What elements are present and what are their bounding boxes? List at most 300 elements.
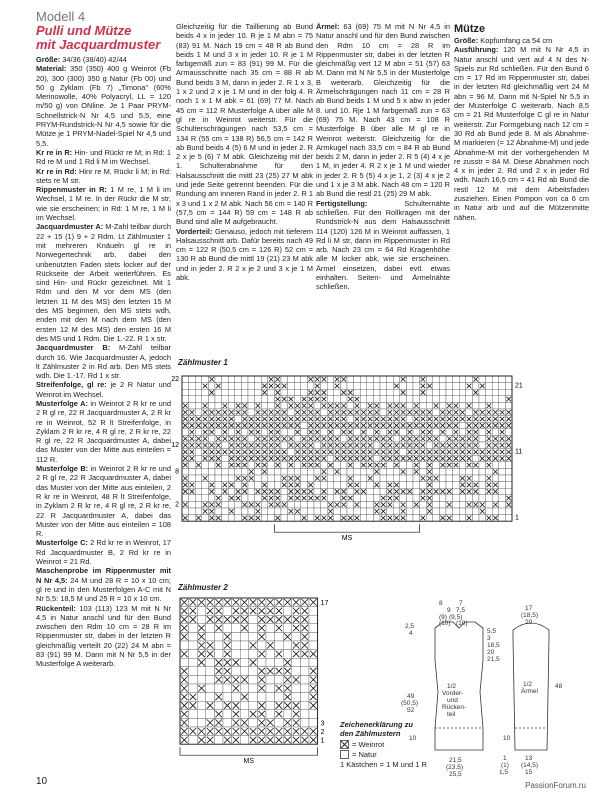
chart-cell	[294, 482, 301, 489]
chart-cell	[249, 718, 258, 727]
chart-cell	[327, 495, 334, 502]
chart-cell	[261, 435, 268, 442]
chart-cell	[479, 435, 486, 442]
col1-paragraph	[36, 222, 171, 343]
chart-cell	[433, 383, 440, 390]
chart-cell	[215, 422, 222, 429]
chart-cell	[499, 422, 506, 429]
chart-cell	[347, 515, 354, 522]
chart-cell	[439, 488, 446, 495]
chart-cell	[505, 429, 512, 436]
chart-cell	[182, 482, 189, 489]
chart-cell	[180, 675, 189, 684]
chart-cell	[459, 396, 466, 403]
chart-cell	[300, 641, 309, 650]
chart-cell	[195, 495, 202, 502]
chart-cell	[300, 693, 309, 702]
chart-cell	[327, 442, 334, 449]
chart-cell	[228, 402, 235, 409]
chart-cell	[486, 402, 493, 409]
col1-paragraph-label: Streifenfolge, gl re:	[36, 380, 107, 390]
chart-cell	[347, 508, 354, 515]
chart-cell	[439, 422, 446, 429]
chart-cell	[393, 416, 400, 423]
chart-cell	[268, 416, 275, 423]
chart-cell	[240, 624, 249, 633]
chart-cell	[314, 449, 321, 456]
chart-cell	[300, 624, 309, 633]
chart-cell	[202, 449, 209, 456]
chart-cell	[261, 442, 268, 449]
chart-cell	[499, 435, 506, 442]
chart-cell	[334, 383, 341, 390]
chart-cell	[466, 389, 473, 396]
chart-cell	[294, 422, 301, 429]
chart-cell	[292, 650, 301, 659]
chart-cell	[426, 501, 433, 508]
chart-cell	[340, 501, 347, 508]
chart-cell	[309, 658, 318, 667]
chart-cell	[492, 495, 499, 502]
chart-cell	[283, 658, 292, 667]
col1-paragraph-label: Musterfolge A:	[36, 398, 88, 408]
chart-cell	[232, 675, 241, 684]
chart-cell	[208, 508, 215, 515]
chart-cell	[347, 429, 354, 436]
chart-cell	[340, 416, 347, 423]
chart-cell	[413, 396, 420, 403]
chart-cell	[406, 409, 413, 416]
chart-cell	[466, 515, 473, 522]
chart-cell	[223, 658, 232, 667]
chart-cell	[340, 396, 347, 403]
chart-cell	[197, 736, 206, 745]
chart-cell	[420, 442, 427, 449]
chart-cell	[354, 468, 361, 475]
chart-cell	[334, 396, 341, 403]
chart-cell	[214, 736, 223, 745]
chart-cell	[433, 396, 440, 403]
chart-cell	[459, 435, 466, 442]
chart-cell	[281, 455, 288, 462]
chart-cell	[283, 727, 292, 736]
chart-cell	[281, 495, 288, 502]
chart-cell	[479, 409, 486, 416]
chart-cell	[446, 435, 453, 442]
chart-cell	[367, 422, 374, 429]
chart-cell	[486, 383, 493, 390]
chart-cell	[281, 389, 288, 396]
chart-cell	[360, 409, 367, 416]
chart-cell	[472, 442, 479, 449]
chart-cell	[373, 376, 380, 383]
chart-cell	[466, 383, 473, 390]
chart-cell	[274, 449, 281, 456]
chart-cell	[360, 455, 367, 462]
chart-cell	[360, 402, 367, 409]
chart-cell	[393, 442, 400, 449]
chart-cell	[406, 475, 413, 482]
chart-cell	[492, 482, 499, 489]
chart-cell	[340, 402, 347, 409]
chart-cell	[248, 389, 255, 396]
m-21-5: 21,5	[487, 656, 500, 663]
chart-cell	[248, 409, 255, 416]
chart-cell	[387, 462, 394, 469]
chart-cell	[266, 632, 275, 641]
chart-cell	[492, 429, 499, 436]
chart-cell	[327, 462, 334, 469]
chart-cell	[492, 416, 499, 423]
chart-cell	[499, 402, 506, 409]
chart-cell	[202, 402, 209, 409]
chart-cell	[466, 429, 473, 436]
cross-symbol-icon	[340, 740, 349, 749]
chart-cell	[360, 515, 367, 522]
chart-cell	[334, 482, 341, 489]
chart-cell	[479, 449, 486, 456]
chart-cell	[327, 383, 334, 390]
chart-cell	[420, 455, 427, 462]
chart-cell	[354, 488, 361, 495]
chart-cell	[275, 710, 284, 719]
chart-cell	[439, 475, 446, 482]
s-17: 17	[525, 605, 533, 612]
chart-cell	[208, 462, 215, 469]
chart-cell	[206, 727, 215, 736]
chart-cell	[292, 675, 301, 684]
chart-cell	[354, 515, 361, 522]
chart-cell	[288, 449, 295, 456]
chart-cell	[255, 389, 262, 396]
chart-cell	[301, 442, 308, 449]
chart-cell	[439, 435, 446, 442]
chart-cell	[406, 383, 413, 390]
chart-cell	[486, 376, 493, 383]
chart-cell	[206, 632, 215, 641]
chart-cell	[215, 402, 222, 409]
chart-cell	[314, 402, 321, 409]
chart-cell	[505, 482, 512, 489]
m-20: 20	[487, 649, 495, 656]
chart-cell	[314, 383, 321, 390]
chart-cell	[195, 416, 202, 423]
chart-cell	[492, 501, 499, 508]
chart-cell	[274, 508, 281, 515]
chart-cell	[255, 482, 262, 489]
chart-cell	[360, 376, 367, 383]
row-label-right: 2	[320, 729, 325, 737]
col1-paragraph-text: 1 M re, 1 M li im Wechsel, 1 M re. In der Rückr die M str, wie sie erscheinen; in Rd: 1 M re, 1 M li im Wechsel.	[36, 185, 171, 223]
chart-cell	[288, 468, 295, 475]
chart-cell	[393, 501, 400, 508]
chart-counting-pattern-2	[170, 594, 335, 784]
chart-cell	[472, 409, 479, 416]
chart-cell	[208, 383, 215, 390]
body-label-5: teil	[447, 711, 456, 718]
col1-paragraph	[36, 604, 171, 669]
chart-cell	[268, 429, 275, 436]
chart-cell	[393, 475, 400, 482]
chart-cell	[228, 416, 235, 423]
chart-cell	[413, 515, 420, 522]
chart-cell	[292, 718, 301, 727]
chart-cell	[387, 383, 394, 390]
chart-cell	[479, 389, 486, 396]
chart-cell	[228, 462, 235, 469]
chart-cell	[380, 435, 387, 442]
chart-cell	[248, 422, 255, 429]
chart-cell	[274, 376, 281, 383]
chart-cell	[426, 482, 433, 489]
chart-cell	[420, 501, 427, 508]
chart-cell	[180, 710, 189, 719]
chart-cell	[420, 508, 427, 515]
chart-cell	[223, 727, 232, 736]
col1-paragraph-text: 2 Rd kr re in Weinrot, 17 Rd Jacquardmuster B, 2 Rd kr re in Weinrot = 21 Rd.	[36, 538, 171, 567]
chart-cell	[367, 488, 374, 495]
chart-cell	[499, 396, 506, 403]
chart-cell	[266, 693, 275, 702]
chart-cell	[505, 495, 512, 502]
chart-cell	[334, 416, 341, 423]
chart-cell	[340, 449, 347, 456]
chart-cell	[406, 429, 413, 436]
m-2-5: 2,5	[405, 623, 415, 630]
chart-cell	[202, 501, 209, 508]
chart-cell	[387, 435, 394, 442]
chart-cell	[275, 607, 284, 616]
chart-cell	[228, 429, 235, 436]
chart-cell	[459, 429, 466, 436]
s-20: 20	[525, 619, 533, 626]
chart-cell	[208, 389, 215, 396]
chart-cell	[360, 435, 367, 442]
chart-cell	[373, 501, 380, 508]
chart-cell	[292, 710, 301, 719]
row-label-right: 11	[515, 448, 523, 456]
chart-cell	[406, 462, 413, 469]
chart-cell	[380, 409, 387, 416]
chart-cell	[446, 422, 453, 429]
chart-cell	[387, 495, 394, 502]
chart-cell	[268, 383, 275, 390]
col3-paragraph	[316, 199, 450, 292]
row-label-left: 2	[175, 501, 179, 509]
chart-cell	[288, 488, 295, 495]
chart-cell	[479, 376, 486, 383]
chart-cell	[354, 501, 361, 508]
chart-cell	[288, 442, 295, 449]
chart-cell	[466, 468, 473, 475]
chart-cell	[228, 482, 235, 489]
chart-cell	[275, 693, 284, 702]
chart-cell	[249, 615, 258, 624]
chart-cell	[281, 488, 288, 495]
chart-cell	[400, 449, 407, 456]
chart-cell	[222, 409, 229, 416]
chart-cell	[255, 396, 262, 403]
chart-cell	[505, 422, 512, 429]
chart-cell	[241, 508, 248, 515]
chart-cell	[214, 684, 223, 693]
chart-cell	[301, 475, 308, 482]
chart-cell	[472, 396, 479, 403]
chart-cell	[486, 389, 493, 396]
chart-cell	[413, 508, 420, 515]
chart-cell	[406, 515, 413, 522]
chart-cell	[228, 449, 235, 456]
chart-cell	[182, 508, 189, 515]
chart-cell	[347, 396, 354, 403]
chart-cell	[380, 389, 387, 396]
chart-cell	[232, 718, 241, 727]
chart-cell	[206, 615, 215, 624]
chart-cell	[223, 641, 232, 650]
m-18-5: 18,5	[487, 642, 500, 649]
chart-cell	[249, 632, 258, 641]
chart-cell	[426, 383, 433, 390]
chart-cell	[307, 396, 314, 403]
row-label-left: 8	[175, 468, 179, 476]
garment-schematic	[395, 600, 575, 780]
col1-paragraph	[36, 167, 171, 186]
chart-cell	[347, 455, 354, 462]
chart-cell	[180, 727, 189, 736]
chart-cell	[268, 435, 275, 442]
chart-cell	[266, 624, 275, 633]
chart-cell	[189, 409, 196, 416]
chart-cell	[426, 416, 433, 423]
chart-cell	[340, 429, 347, 436]
chart-cell	[214, 675, 223, 684]
chart-cell	[294, 435, 301, 442]
chart-cell	[189, 598, 198, 607]
chart-cell	[367, 409, 374, 416]
chart-cell	[288, 383, 295, 390]
chart-cell	[340, 475, 347, 482]
chart-cell	[266, 650, 275, 659]
chart-cell	[479, 396, 486, 403]
chart-cell	[321, 495, 328, 502]
chart-cell	[413, 442, 420, 449]
chart-cell	[347, 495, 354, 502]
chart-cell	[215, 376, 222, 383]
chart-cell	[309, 615, 318, 624]
chart-cell	[232, 701, 241, 710]
chart-cell	[202, 488, 209, 495]
chart-cell	[347, 449, 354, 456]
chart-cell	[307, 508, 314, 515]
column-1	[36, 10, 171, 669]
chart-cell	[505, 442, 512, 449]
chart-cell	[261, 515, 268, 522]
chart-cell	[182, 389, 189, 396]
chart-cell	[307, 376, 314, 383]
chart-cell	[180, 667, 189, 676]
chart-cell	[266, 736, 275, 745]
chart-cell	[393, 383, 400, 390]
chart-cell	[206, 641, 215, 650]
chart-cell	[189, 402, 196, 409]
chart-cell	[426, 376, 433, 383]
chart-cell	[195, 501, 202, 508]
chart-cell	[268, 482, 275, 489]
chart-cell	[426, 389, 433, 396]
chart-cell	[380, 383, 387, 390]
chart-cell	[195, 508, 202, 515]
chart-cell	[499, 495, 506, 502]
chart-cell	[354, 416, 361, 423]
chart-cell	[472, 435, 479, 442]
chart-cell	[228, 495, 235, 502]
col4-paragraph-label: Größe:	[454, 36, 479, 45]
chart-cell	[314, 495, 321, 502]
chart-cell	[479, 508, 486, 515]
chart-cell	[281, 501, 288, 508]
chart-cell	[453, 442, 460, 449]
chart-cell	[439, 429, 446, 436]
chart-cell	[281, 468, 288, 475]
chart-cell	[215, 442, 222, 449]
chart-cell	[406, 501, 413, 508]
chart-cell	[334, 376, 341, 383]
chart-cell	[433, 402, 440, 409]
chart-cell	[446, 409, 453, 416]
chart-cell	[266, 710, 275, 719]
chart-cell	[387, 376, 394, 383]
chart-cell	[180, 641, 189, 650]
chart-cell	[459, 475, 466, 482]
chart-cell	[387, 475, 394, 482]
chart-cell	[406, 449, 413, 456]
chart-cell	[214, 727, 223, 736]
chart-cell	[292, 667, 301, 676]
chart-cell	[283, 650, 292, 659]
chart-cell	[215, 389, 222, 396]
chart-cell	[189, 416, 196, 423]
chart-cell	[327, 409, 334, 416]
chart-cell	[222, 495, 229, 502]
chart-cell	[327, 475, 334, 482]
column-2	[176, 22, 313, 282]
chart-cell	[340, 383, 347, 390]
chart-cell	[202, 455, 209, 462]
chart-cell	[182, 416, 189, 423]
chart-cell	[232, 641, 241, 650]
chart-cell	[288, 429, 295, 436]
chart-cell	[486, 435, 493, 442]
chart-cell	[249, 641, 258, 650]
chart-cell	[202, 389, 209, 396]
chart-cell	[195, 475, 202, 482]
chart-cell	[453, 416, 460, 423]
chart-cell	[492, 475, 499, 482]
chart-cell	[433, 468, 440, 475]
chart-cell	[223, 710, 232, 719]
chart-cell	[195, 455, 202, 462]
chart-cell	[288, 389, 295, 396]
chart-cell	[215, 488, 222, 495]
chart-cell	[307, 435, 314, 442]
chart-cell	[360, 501, 367, 508]
chart-cell	[314, 455, 321, 462]
chart-cell	[439, 396, 446, 403]
chart-cell	[223, 693, 232, 702]
chart-cell	[255, 455, 262, 462]
chart-cell	[433, 508, 440, 515]
chart-cell	[354, 508, 361, 515]
